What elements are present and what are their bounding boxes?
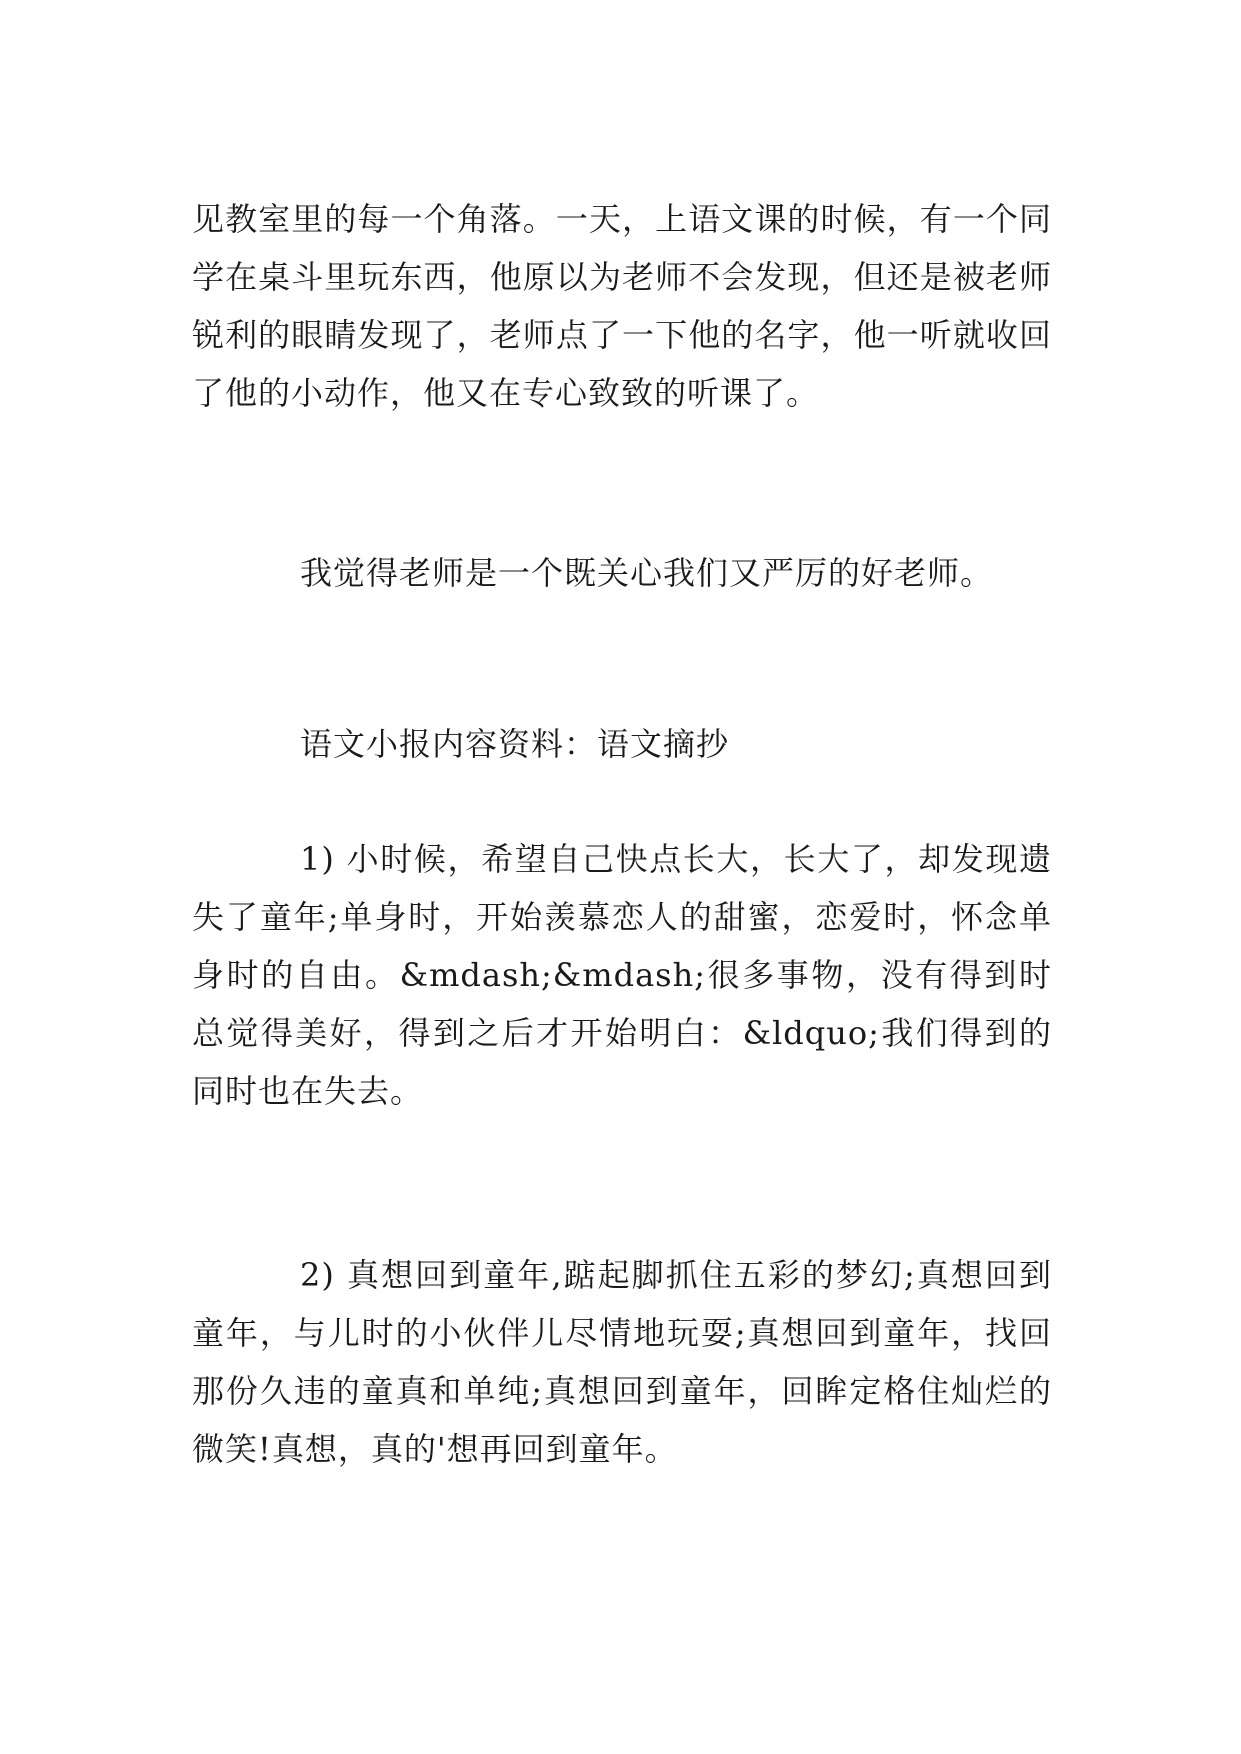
body-paragraph: 见教室里的每一个角落。一天，上语文课的时候，有一个同学在桌斗里玩东西，他原以为老师不会发现，但还是被老师锐利的眼睛发现了，老师点了一下他的名字，他一听就收回了他的小动作，他又在专心致致的听课了。 bbox=[192, 200, 1052, 412]
summary-paragraph: 我觉得老师是一个既关心我们又严厉的好老师。 bbox=[300, 554, 994, 592]
section-heading: 语文小报内容资料：语文摘抄 bbox=[300, 725, 730, 763]
excerpt-paragraph-2: 2) 真想回到童年,踮起脚抓住五彩的梦幻;真想回到童年，与儿时的小伙伴儿尽情地玩耍;真想回到童年，找回那份久违的童真和单纯;真想回到童年，回眸定格住灿烂的微笑!真想，真的'想再回到童年。 bbox=[192, 1256, 1052, 1468]
excerpt-paragraph-1: 1) 小时候，希望自己快点长大，长大了，却发现遗失了童年;单身时，开始羡慕恋人的甜蜜，恋爱时，怀念单身时的自由。&mdash;&mdash;很多事物，没有得到时总觉得美好，得到之后才开始明白：&ldquo;我们得到的同时也在失去。 bbox=[192, 840, 1052, 1110]
